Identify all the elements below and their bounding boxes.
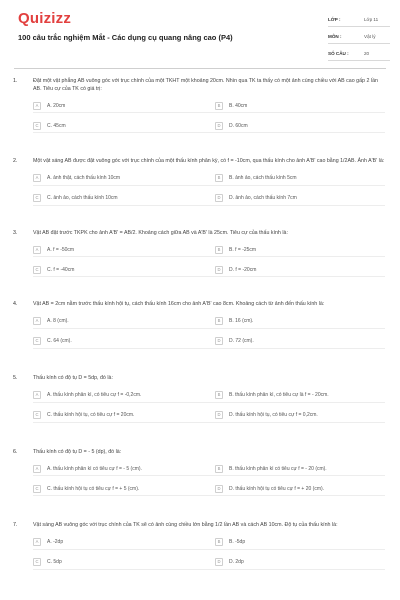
answer-option-b[interactable] xyxy=(215,538,385,550)
option-letter-box: A xyxy=(33,246,41,254)
option-letter-box: C xyxy=(33,485,41,493)
question-text: Thấu kính có độ tụ D = 5dp, đó là: xyxy=(33,374,113,381)
meta-row-question-count xyxy=(328,47,390,61)
question-6 xyxy=(13,449,387,497)
answer-option-c[interactable] xyxy=(33,411,215,423)
answer-option-a[interactable] xyxy=(33,317,215,329)
answer-option-d[interactable] xyxy=(215,411,385,423)
question-text: Một vật sáng AB được đặt vuông góc với trục chính của một thấu kính phân kỳ, có f = -10cm, qua thấu kính cho ảnh A'B' cao bằng 1/2AB. Ảnh A'B' là: xyxy=(33,158,385,165)
option-text: D. f = -20cm xyxy=(229,266,257,273)
option-letter-box: C xyxy=(33,194,41,202)
option-letter-box: C xyxy=(33,122,41,130)
meta-value: 20 xyxy=(364,51,370,56)
question-number: 5. xyxy=(13,374,18,381)
option-text: B. thấu kính phân kì có tiêu cự f = - 20 (cm). xyxy=(229,465,327,472)
answer-option-b[interactable] xyxy=(215,245,385,257)
option-letter-box: D xyxy=(215,337,223,345)
option-letter-box: B xyxy=(215,174,223,182)
option-letter-box: D xyxy=(215,122,223,130)
answer-option-a[interactable] xyxy=(33,245,215,257)
question-text: Vật AB đặt trước TKPK cho ảnh A'B' = AB/2. Khoảng cách giữa AB và A'B' là 25cm. Tiêu cự của thấu kính là: xyxy=(33,229,288,236)
option-text: D. 60cm xyxy=(229,122,248,129)
worksheet-meta xyxy=(328,13,390,64)
option-letter-box: C xyxy=(33,411,41,419)
option-letter-box: A xyxy=(33,465,41,473)
question-text: Vật sáng AB vuông góc với trục chính của TK sẽ có ảnh cùng chiều lớn bằng 1/2 lần AB và cách AB 10cm. Độ tụ của thấu kính là: xyxy=(33,522,338,529)
answer-option-c[interactable] xyxy=(33,194,215,206)
answer-options xyxy=(33,391,385,423)
worksheet-header xyxy=(0,0,400,66)
option-letter-box: C xyxy=(33,266,41,274)
answer-options xyxy=(33,101,385,133)
answer-option-b[interactable] xyxy=(215,391,385,403)
answer-option-d[interactable] xyxy=(215,558,385,570)
option-text: C. 64 (cm). xyxy=(47,338,72,345)
question-1 xyxy=(13,78,387,133)
option-text: B. -5dp xyxy=(229,539,246,546)
option-text: B. ảnh ảo, cách thấu kính 5cm xyxy=(229,175,297,182)
option-text: C. 45cm xyxy=(47,122,66,129)
answer-option-b[interactable] xyxy=(215,174,385,186)
option-text: B. f = -25cm xyxy=(229,246,257,253)
option-text: A. -2dp xyxy=(47,539,64,546)
option-letter-box: B xyxy=(215,102,223,110)
option-letter-box: D xyxy=(215,411,223,419)
question-2 xyxy=(13,158,387,206)
quizizz-logo: Quizizz xyxy=(18,10,72,27)
option-letter-box: A xyxy=(33,317,41,325)
option-text: B. thấu kính phân kì, có tiêu cự là f = - 20cm. xyxy=(229,392,329,399)
option-text: D. thấu kính hội tụ có tiêu cự f = + 20 (cm). xyxy=(229,485,325,492)
option-letter-box: B xyxy=(215,391,223,399)
option-text: D. 72 (cm). xyxy=(229,338,254,345)
answer-option-b[interactable] xyxy=(215,101,385,113)
option-text: A. f = -50cm xyxy=(47,246,75,253)
answer-options xyxy=(33,317,385,349)
worksheet-title: 100 câu trắc nghiệm Mắt - Các dụng cụ quang nâng cao (P4) xyxy=(18,33,233,42)
option-text: B. 40cm xyxy=(229,102,248,109)
question-3 xyxy=(13,230,387,278)
option-letter-box: B xyxy=(215,465,223,473)
answer-option-c[interactable] xyxy=(33,558,215,570)
option-text: A. ảnh thật, cách thấu kính 10cm xyxy=(47,175,121,182)
option-text: C. f = -40cm xyxy=(47,266,75,273)
question-number: 1. xyxy=(13,78,18,84)
answer-option-b[interactable] xyxy=(215,317,385,329)
answer-option-a[interactable] xyxy=(33,538,215,550)
option-letter-box: A xyxy=(33,538,41,546)
answer-option-c[interactable] xyxy=(33,121,215,133)
answer-option-d[interactable] xyxy=(215,337,385,349)
option-letter-box: B xyxy=(215,246,223,254)
answer-options xyxy=(33,464,385,496)
answer-option-c[interactable] xyxy=(33,484,215,496)
question-number: 2. xyxy=(13,158,18,165)
question-number: 3. xyxy=(13,229,18,236)
option-text: B. 16 (cm). xyxy=(229,318,254,325)
answer-option-d[interactable] xyxy=(215,121,385,133)
answer-option-d[interactable] xyxy=(215,265,385,277)
answer-option-a[interactable] xyxy=(33,464,215,476)
option-text: D. ảnh ảo, cách thấu kính 7cm xyxy=(229,195,297,202)
meta-row-subject xyxy=(328,30,390,44)
question-4 xyxy=(13,301,387,349)
question-number: 6. xyxy=(13,448,18,455)
question-5 xyxy=(13,375,387,423)
meta-label: MÔN : xyxy=(328,34,342,39)
option-text: A. 20cm xyxy=(47,102,66,109)
question-number: 4. xyxy=(13,301,18,308)
answer-option-d[interactable] xyxy=(215,484,385,496)
answer-options xyxy=(33,245,385,277)
option-letter-box: A xyxy=(33,174,41,182)
answer-option-a[interactable] xyxy=(33,391,215,403)
question-list xyxy=(0,78,400,570)
answer-options xyxy=(33,538,385,570)
header-divider xyxy=(14,68,386,69)
option-letter-box: D xyxy=(215,194,223,202)
option-text: A. 8 (cm). xyxy=(47,318,69,325)
option-text: D. thấu kính hội tụ, có tiêu cự f = 0,2cm. xyxy=(229,412,318,419)
option-text: C. ảnh ảo, cách thấu kính 10cm xyxy=(47,195,118,202)
option-letter-box: D xyxy=(215,485,223,493)
answer-option-d[interactable] xyxy=(215,194,385,206)
option-text: C. thấu kính hội tụ, có tiêu cự f = 20cm. xyxy=(47,412,135,419)
answer-options xyxy=(33,174,385,206)
meta-value: Vật lý xyxy=(364,34,376,39)
option-letter-box: D xyxy=(215,558,223,566)
option-letter-box: C xyxy=(33,558,41,566)
option-letter-box: B xyxy=(215,538,223,546)
meta-row-class xyxy=(328,13,390,27)
meta-label: SỐ CÂU : xyxy=(328,51,349,56)
question-text: Đặt một vật phẳng AB vuông góc với trục chính của một TKHT một khoảng 20cm. Nhìn qua TK ta thấy có một ảnh cùng chiều với AB cao gấp 2 lần AB. Tiêu cự của TK có giá trị: xyxy=(33,78,378,92)
question-number: 7. xyxy=(13,522,18,529)
option-letter-box: B xyxy=(215,317,223,325)
option-text: C. thấu kính hội tụ có tiêu cự f = + 5 (cm). xyxy=(47,485,140,492)
question-text: Vật AB = 2cm nằm trước thấu kính hội tụ, cách thấu kính 16cm cho ảnh A'B' cao 8cm. Khoảng cách từ ảnh đến thấu kính là: xyxy=(33,301,325,308)
option-letter-box: A xyxy=(33,102,41,110)
question-7 xyxy=(13,522,387,570)
option-text: A. thấu kính phân kì có tiêu cự f = - 5 (cm). xyxy=(47,465,142,472)
option-letter-box: D xyxy=(215,266,223,274)
meta-value: Lớp 11 xyxy=(364,17,379,22)
option-letter-box: A xyxy=(33,391,41,399)
option-text: D. 2dp xyxy=(229,559,244,566)
answer-option-c[interactable] xyxy=(33,337,215,349)
answer-option-a[interactable] xyxy=(33,101,215,113)
answer-option-c[interactable] xyxy=(33,265,215,277)
option-text: C. 5dp xyxy=(47,559,62,566)
answer-option-b[interactable] xyxy=(215,464,385,476)
option-text: A. thấu kính phân kì, có tiêu cự f = -0,2cm. xyxy=(47,392,142,399)
question-text: Thấu kính có độ tụ D = - 5 (dp), đó là: xyxy=(33,448,122,455)
meta-label: LỚP : xyxy=(328,17,341,22)
answer-option-a[interactable] xyxy=(33,174,215,186)
option-letter-box: C xyxy=(33,337,41,345)
